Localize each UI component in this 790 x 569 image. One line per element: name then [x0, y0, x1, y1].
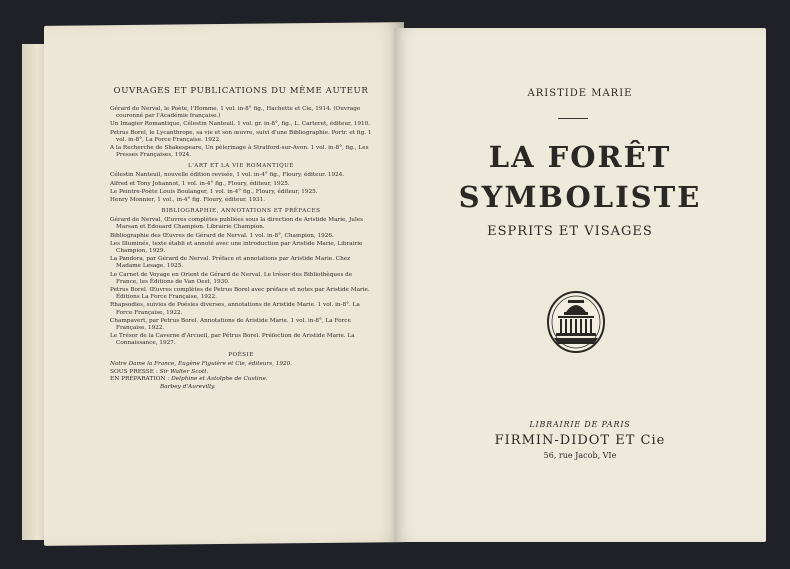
- building-emblem-icon: [546, 290, 606, 354]
- left-page-heading: OUVRAGES ET PUBLICATIONS DU MÊME AUTEUR: [113, 86, 369, 96]
- poesie-entry: Notre Dame la France, Eugène Figuière et Cie, éditeurs, 1920.: [110, 360, 293, 367]
- left-page-text: [110, 86, 372, 391]
- art-works-list: [110, 172, 372, 204]
- bibliography-entry: Rhapsodies, suivies de Poésies diverses, annotations de Aristide Marie. 1 vol. in-8°. La Force Française, 1922.: [110, 302, 360, 316]
- section-art-heading: L'ART ET LA VIE ROMANTIQUE: [188, 163, 294, 170]
- bibliography-entry: La Pandora, par Gérard de Nerval. Préface et annotations par Aristide Marie. Chez Madame Lesage. 1925.: [110, 256, 351, 270]
- en-preparation-line: EN PRÉPARATION : Delphine et Astolphe de Custine.: [110, 376, 268, 383]
- bibliography-entry: Alfred et Tony Johannot, 1 vol. in-4° fig., Floury, éditeur, 1925.: [110, 180, 290, 187]
- publisher-name: FIRMIN-DIDOT ET Cie: [494, 433, 666, 448]
- bibliography-entry: Henry Monnier, 1 vol., in-4° fig. Floury, éditeur, 1931.: [110, 197, 265, 204]
- bibliography-entry: Célestin Nanteuil, nouvelle édition revisée, 1 vol. in-4° fig., Floury, éditeur. 1924.: [110, 172, 345, 179]
- bibliography-entry: Un Imagier Romantique, Célestin Nanteuil. 1 vol. gr. in-8°, fig., L. Carteret, éditeur, 1910.: [110, 121, 370, 128]
- title-page: [394, 28, 766, 542]
- publisher-line-1: LIBRAIRIE DE PARIS: [529, 420, 631, 429]
- bibliography-entry: Gérard de Nerval, le Poète, l'Homme. 1 vol. in-8° fig., Hachette et Cie, 1914. (Ouvrage couronné par l'Académie française.): [110, 106, 361, 120]
- en-preparation-line-2: Barbey d'Aurevilly.: [160, 383, 216, 390]
- bibliography-entry: Petrus Borel. Œuvres complètes de Petrus Borel avec préface et notes par Aristide Marie. Éditions La Force Française, 1922.: [110, 287, 370, 301]
- biblio-list: [110, 217, 372, 347]
- sous-presse-line: SOUS PRESSE : Sir Walter Scott.: [110, 368, 209, 375]
- author-name: ARISTIDE MARIE: [527, 88, 633, 99]
- section-biblio-heading: BIBLIOGRAPHIE, ANNOTATIONS ET PRÉFACES: [161, 208, 321, 215]
- bibliography-entry: Les Illuminés, texte établi et annoté avec une introduction par Aristide Marie, Librairie Champion, 1929.: [110, 240, 363, 255]
- bibliography-entry: Gérard de Nerval, Œuvres complètes publiées sous la direction de Aristide Marie, Jules Marsan et Edouard Champion. Librairie Champion.: [110, 217, 364, 231]
- bibliography-entry: Le Carnet de Voyage en Orient de Gérard de Nerval. Le trésor des Bibliothèques de France, les Éditions de Van Oest, 1930.: [110, 271, 353, 285]
- publisher-address: 56, rue Jacob, VIe: [543, 451, 617, 460]
- works-list: [110, 106, 372, 159]
- open-book: [14, 18, 778, 546]
- bibliography-entry: Le Peintre-Poète Louis Boulanger, 1 vol. in-4° fig., Floury, éditeur, 1925.: [110, 188, 318, 195]
- bibliography-entry: Champavert, par Petrus Borel. Annotations de Aristide Marie. 1 vol. in-8°, La Force Française, 1922.: [110, 317, 351, 332]
- title-rule: [558, 118, 588, 119]
- book-subtitle: ESPRITS ET VISAGES: [487, 224, 653, 239]
- section-poesie-heading: POÉSIE: [228, 351, 254, 358]
- bibliography-entry: Le Trésor de la Caverne d'Arcueil, par Pétrus Borel. Préfection de Aristide Marie. La Connaissance, 1927.: [110, 333, 355, 347]
- book-title-line-1: LA FORÊT: [488, 140, 672, 174]
- bibliography-entry: Bibliographie des Œuvres de Gérard de Nerval. 1 vol. in-8°, Champion, 1926.: [110, 232, 334, 239]
- bibliography-entry: Petrus Borel, le Lycanthrope, sa vie et son œuvre, suivi d'une Bibliographie. Portr. et fig. 1 vol. in-8°, La Force Française. 1922.: [110, 129, 372, 143]
- book-title-line-2: SYMBOLISTE: [458, 180, 702, 214]
- bibliography-entry: A la Recherche de Shakespeare, Un pèlerinage à Stratford-sur-Avon. 1 vol. in-8°, fig., Les Presses Françaises, 1924.: [110, 145, 369, 159]
